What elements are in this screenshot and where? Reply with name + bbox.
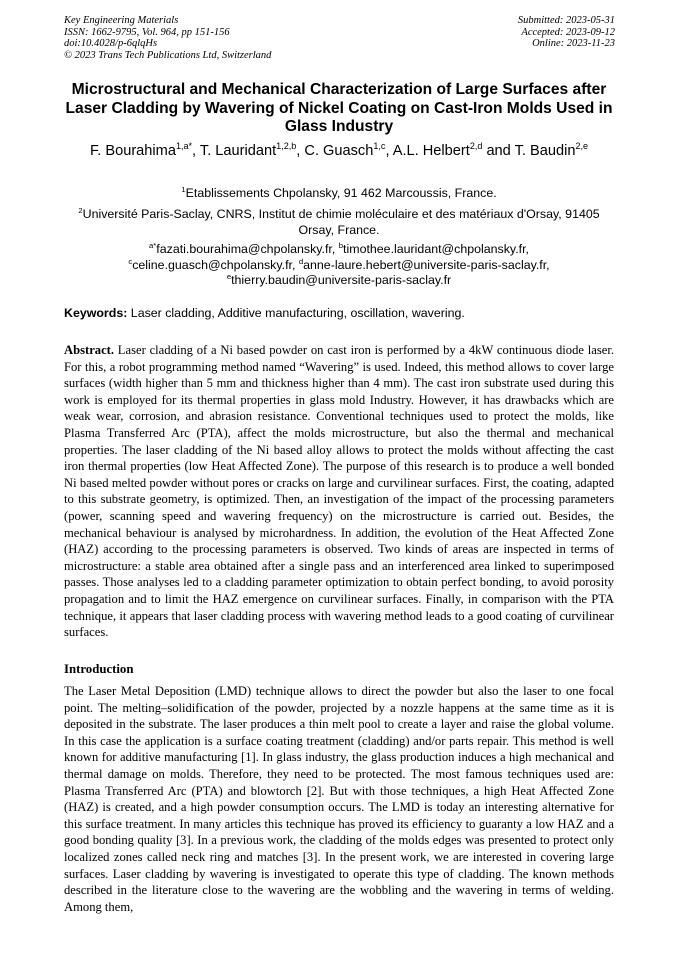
submitted-date: Submitted: 2023-05-31: [517, 15, 615, 26]
email: $^e$thierry.baudin@universite-paris-saclay.fr: [226, 271, 452, 287]
introduction-text: The Laser Metal Deposition (LMD) technique allows to direct the powder but also the laser to one focal point. The melting–solidification of the powder, projected by a nozzle happens at the same time as it is deposited in the substrate. The laser produces a thin melt pool to create a layer and raise the global volume. In this case the application is a surface coating treatment (cladding) and/or parts repair. This method is well known for additive manufacturing [1]. In glass industry, the glass production induces a high mechanical and thermal damage on molds. Therefore, they need to be protected. The most famous techniques used are: Plasma Transferred Arc (PTA) and blowtorch [2]. But with those techniques, a high Heat Affected Zone (HAZ) is created, and a high powder consumption occurs. The LMD is today an interesting alternative for this surface treatment. In many articles this technique has proved its efficiency to guaranty a low HAZ and a good bonding quality [3]. In a previous work, the cladding of the molds edges was presented to protect only localized zones called neck ring and matches [3]. In the present work, we are interested in covering large surfaces. Laser cladding by wavering is investigated to operate this type of cladding. The known methods described in the literature close to the wavering are the wobbling and the wavering in terms of welding. Among them,: [64, 684, 614, 914]
author: C. Guasch$^{1,c}$,: [304, 141, 393, 159]
author-list: [64, 142, 614, 161]
paper-title: Microstructural and Mechanical Characterization of Large Surfaces after Laser Cladding by Wavering of Nickel Coating on Cast-Iron Molds Used in Glass Industry: [65, 81, 613, 135]
issn-line: ISSN: 1662-9795, Vol. 964, pp 151-156: [64, 26, 230, 38]
abstract-label: Abstract.: [64, 343, 115, 357]
keywords-label: Keywords:: [64, 306, 128, 320]
keywords: [64, 306, 614, 321]
email: $^b$timothee.lauridant@chpolansky.fr,: [338, 240, 529, 256]
accepted-date: Accepted: 2023-09-12: [521, 26, 615, 38]
abstract-text: Laser cladding of a Ni based powder on cast iron is performed by a 4kW continuous diode laser. For this, a robot programming method named “Wavering” is used. Indeed, this method allows to cover large surfaces (width higher than 5 mm and thickness higher than 4 mm). The cast iron substrate used during this work is employed for its thermal properties in glass mold Industry. However, it has drawbacks which are weak wear, corrosion, and abrasion resistance. Conventional techniques used to protect the molds, like Plasma Transferred Arc (PTA), affect the molds microstructure, but also the thermal and mechanical properties. The laser cladding of the Ni based alloy allows to protect the molds without affecting the cast iron thermal properties (low Heat Affected Zone). The purpose of this research is to produce a well bonded Ni based melted powder without pores or cracks on large and curvilinear surfaces. First, the coating, adapted to this substrate geometry, is optimized. Then, an investigation of the impact of the processing parameters (power, scanning speed and wavering frequency) on the microstructure is carried out. Besides, the mechanical behaviour is analysed by microhardness. In addition, the evolution of the Heat Affected Zone (HAZ) according to the processing parameters is observed. Two kinds of areas are inspected in terms of microstructure: a stable area obtained after a single pass and an interferenced area linked to superimposed passes. Those analyses led to a cladding parameter optimization to obtain perfect bonding, to avoid porosity propagation and to limit the HAZ emergence on curvilinear surfaces. Finally, in comparison with the PTA technique, it appears that laser cladding process with wavering method leads to a good coating of curvilinear surfaces.: [64, 343, 614, 640]
section-heading-introduction: Introduction: [64, 662, 134, 676]
author: A.L. Helbert$^{2,d}$ and: [392, 141, 515, 159]
author: F. Bourahima$^{1,a*}$,: [89, 141, 200, 159]
affiliation-2: $^2$Université Paris-Saclay, CNRS, Institut de chimie moléculaire et des matériaux d'Orsay, 91405 Orsay, France.: [78, 205, 600, 237]
email: $^d$anne-laure.hebert@universite-paris-saclay.fr,: [298, 256, 550, 272]
email: $^c$celine.guasch@chpolansky.fr,: [128, 256, 299, 272]
journal-name: Key Engineering Materials: [64, 15, 179, 26]
doi-line: doi:10.4028/p-6qlqHs: [64, 38, 158, 49]
dates-info: [518, 15, 615, 50]
online-date: Online: 2023-11-23: [532, 38, 615, 49]
author: T. Baudin$^{2,e}$: [514, 141, 589, 159]
email: $^{a*}$fazati.bourahima@chpolansky.fr,: [149, 240, 339, 256]
abstract: [64, 342, 614, 641]
copyright-line: © 2023 Trans Tech Publications Ltd, Switzerland: [64, 49, 272, 61]
journal-info: [64, 15, 271, 61]
author-emails: [64, 242, 614, 289]
author: T. Lauridant$^{1,2,b}$,: [199, 141, 305, 159]
keywords-text: Laser cladding, Additive manufacturing, oscillation, wavering.: [127, 306, 465, 320]
affiliation-1: $^1$Etablissements Chpolansky, 91 462 Marcoussis, France.: [181, 184, 497, 200]
